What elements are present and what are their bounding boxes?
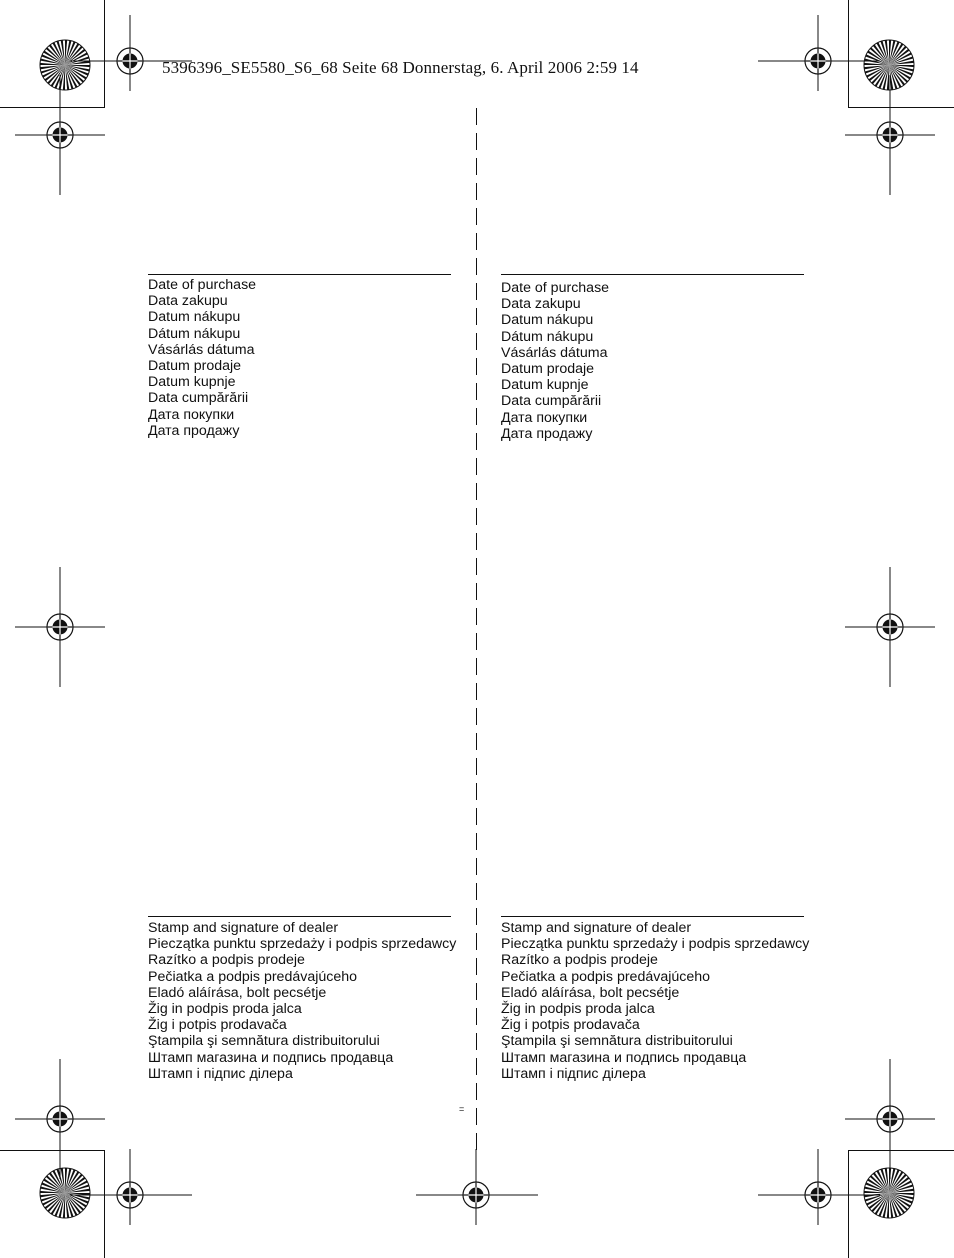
stamp-rule-right bbox=[501, 916, 804, 917]
purchase-label: Dátum nákupu bbox=[501, 328, 594, 345]
fold-line-dash bbox=[476, 1108, 477, 1125]
trim-line-bottom-left-h bbox=[0, 1150, 104, 1151]
stamp-label: Pečiatka a podpis predávajúceho bbox=[148, 968, 358, 985]
registration-mark bbox=[15, 567, 105, 687]
stamp-label: Razítko a podpis prodeje bbox=[148, 952, 305, 969]
stamp-rule-left bbox=[148, 916, 451, 917]
purchase-label: Vásárlás dátuma bbox=[501, 344, 608, 361]
fold-line-dash bbox=[476, 1033, 477, 1050]
registration-mark bbox=[70, 15, 192, 91]
fold-line-dash bbox=[476, 1058, 477, 1075]
fold-line-dash bbox=[476, 533, 477, 550]
stamp-label: Штамп магазина и подпись продавца bbox=[501, 1049, 747, 1066]
stamp-label: Stamp and signature of dealer bbox=[148, 920, 339, 936]
page-marker: = bbox=[459, 1104, 465, 1114]
starburst-bottom-right bbox=[864, 1168, 914, 1218]
purchase-label: Datum kupnje bbox=[148, 374, 236, 391]
purchase-label: Data zakupu bbox=[148, 293, 228, 310]
stamp-labels-left bbox=[148, 920, 456, 1082]
fold-line-dash bbox=[476, 1133, 477, 1150]
stamp-label: Штамп магазина и подпись продавца bbox=[148, 1049, 394, 1066]
fold-line-dash bbox=[476, 783, 477, 800]
trim-line-top-right-h bbox=[848, 107, 954, 108]
purchase-label: Dátum nákupu bbox=[148, 325, 241, 342]
purchase-label: Дата покупки bbox=[501, 409, 588, 426]
registration-mark bbox=[15, 1059, 105, 1179]
fold-line-dash bbox=[476, 108, 477, 125]
fold-line-dash bbox=[476, 208, 477, 225]
registration-mark bbox=[845, 1059, 935, 1179]
registration-mark bbox=[845, 75, 935, 195]
stamp-label: Ştampila şi semnătura distribuitorului bbox=[501, 1033, 733, 1050]
starburst-top-right bbox=[864, 40, 914, 90]
purchase-label: Data cumpărării bbox=[148, 390, 249, 407]
stamp-label: Eladó aláírása, bolt pecsétje bbox=[501, 984, 680, 1001]
purchase-date-rule-right bbox=[501, 274, 804, 275]
registration-mark bbox=[758, 15, 880, 91]
fold-line-dash bbox=[476, 158, 477, 175]
purchase-label: Datum prodaje bbox=[501, 361, 595, 378]
stamp-label: Žig in podpis proda jalca bbox=[501, 1001, 655, 1018]
purchase-label: Vásárlás dátuma bbox=[148, 341, 255, 358]
fold-line-dash bbox=[476, 883, 477, 900]
purchase-labels-right bbox=[501, 280, 609, 442]
purchase-label: Дата покупки bbox=[148, 406, 235, 423]
starburst-bottom-left bbox=[40, 1168, 90, 1218]
purchase-label: Datum prodaje bbox=[148, 358, 242, 375]
trim-line-bottom-right-h bbox=[848, 1150, 954, 1151]
fold-line-dash bbox=[476, 858, 477, 875]
purchase-label: Date of purchase bbox=[501, 280, 610, 296]
trim-line-bottom-right-v bbox=[848, 1150, 849, 1258]
registration-mark bbox=[416, 1149, 538, 1225]
fold-line-dash bbox=[476, 608, 477, 625]
registration-mark bbox=[758, 1149, 880, 1225]
fold-line-dash bbox=[476, 558, 477, 575]
fold-line-dash bbox=[476, 658, 477, 675]
stamp-label: Žig i potpis prodavača bbox=[501, 1017, 640, 1034]
stamp-label: Pieczątka punktu sprzedaży i podpis sprzedawcy bbox=[148, 936, 457, 953]
fold-line-dash bbox=[476, 683, 477, 700]
fold-line-dash bbox=[476, 408, 477, 425]
stamp-label: Žig in podpis proda jalca bbox=[148, 1001, 302, 1018]
fold-line-dash bbox=[476, 458, 477, 475]
fold-line-dash bbox=[476, 358, 477, 375]
stamp-label: Pečiatka a podpis predávajúceho bbox=[501, 968, 711, 985]
fold-line-dash bbox=[476, 733, 477, 750]
print-slug-header: 5396396_SE5580_S6_68 Seite 68 Donnerstag, 6. April 2006 2:59 14 bbox=[162, 58, 639, 77]
purchase-label: Дата продажу bbox=[148, 422, 240, 439]
purchase-label: Дата продажу bbox=[501, 425, 593, 442]
fold-line-dash bbox=[476, 308, 477, 325]
fold-line-dash bbox=[476, 508, 477, 525]
fold-line-dash bbox=[476, 383, 477, 400]
fold-line-dash bbox=[476, 183, 477, 200]
purchase-label: Datum nákupu bbox=[148, 309, 241, 326]
purchase-label: Date of purchase bbox=[148, 277, 257, 293]
fold-line-dash bbox=[476, 583, 477, 600]
fold-line-dash bbox=[476, 958, 477, 975]
purchase-labels-left bbox=[148, 277, 256, 439]
purchase-label: Datum nákupu bbox=[501, 312, 594, 329]
fold-line-dash bbox=[476, 983, 477, 1000]
stamp-label: Eladó aláírása, bolt pecsétje bbox=[148, 984, 327, 1001]
trim-line-top-left-h bbox=[0, 107, 104, 108]
fold-line-dash bbox=[476, 833, 477, 850]
fold-line-dash bbox=[476, 233, 477, 250]
fold-line-dash bbox=[476, 908, 477, 925]
trim-line-bottom-left-v bbox=[104, 1150, 105, 1258]
stamp-label: Žig i potpis prodavača bbox=[148, 1017, 287, 1034]
stamp-labels-right bbox=[501, 920, 809, 1082]
trim-line-top-left-v bbox=[104, 0, 105, 108]
stamp-label: Pieczątka punktu sprzedaży i podpis sprzedawcy bbox=[501, 936, 810, 953]
fold-line-dash bbox=[476, 283, 477, 300]
fold-line-dash bbox=[476, 633, 477, 650]
fold-line-dash bbox=[476, 483, 477, 500]
starburst-top-left bbox=[40, 40, 90, 90]
purchase-label: Data cumpărării bbox=[501, 393, 602, 410]
registration-mark bbox=[70, 1149, 192, 1225]
stamp-label: Stamp and signature of dealer bbox=[501, 920, 692, 936]
fold-line-dash bbox=[476, 333, 477, 350]
trim-line-top-right-v bbox=[848, 0, 849, 108]
fold-line-dash bbox=[476, 433, 477, 450]
fold-line-dash bbox=[476, 258, 477, 275]
fold-line-dash bbox=[476, 933, 477, 950]
stamp-label: Razítko a podpis prodeje bbox=[501, 952, 658, 969]
fold-line-dash bbox=[476, 133, 477, 150]
registration-mark bbox=[15, 75, 105, 195]
stamp-label: Ştampila şi semnătura distribuitorului bbox=[148, 1033, 380, 1050]
purchase-label: Data zakupu bbox=[501, 296, 581, 313]
fold-line-dash bbox=[476, 1083, 477, 1100]
stamp-label: Штамп і підпис ділера bbox=[501, 1065, 646, 1082]
fold-line-dash bbox=[476, 758, 477, 775]
fold-line-dash bbox=[476, 1008, 477, 1025]
purchase-label: Datum kupnje bbox=[501, 377, 589, 394]
purchase-date-rule-left bbox=[148, 274, 451, 275]
stamp-label: Штамп і підпис ділера bbox=[148, 1065, 293, 1082]
fold-line-dash bbox=[476, 708, 477, 725]
registration-mark bbox=[845, 567, 935, 687]
fold-line-dash bbox=[476, 808, 477, 825]
